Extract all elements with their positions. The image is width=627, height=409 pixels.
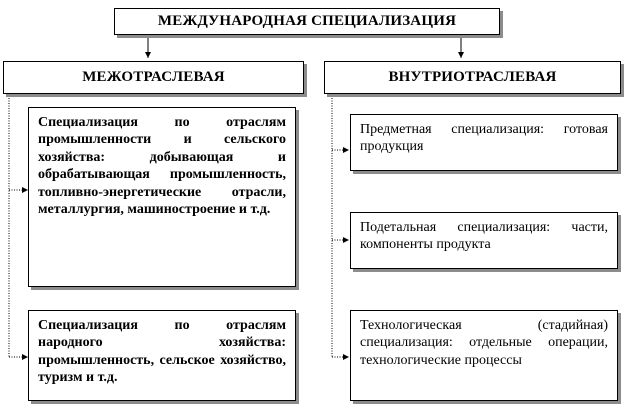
right-category-title: ВНУТРИОТРАСЛЕВАЯ: [388, 69, 557, 85]
top-title: МЕЖДУНАРОДНАЯ СПЕЦИАЛИЗАЦИЯ: [157, 13, 457, 29]
right-item-1-text: Предметная специализация: готовая продукция: [360, 122, 608, 155]
right-item-2-text: Подетальная специализация: части, компоненты продукта: [360, 220, 608, 253]
left-item-1: [28, 107, 296, 287]
left-category-box: [3, 61, 304, 94]
left-item-2: [28, 310, 296, 401]
left-item-1-text: Специализация по отраслям промышленности и сельского хозяйства: добывающая и обрабатывающая промышленность, топливно-энергетические отрасли, металлургия, машиностроение и т.д.: [38, 115, 286, 218]
right-item-2: [350, 212, 618, 269]
right-category-box: [324, 61, 621, 94]
right-item-1: [350, 114, 618, 171]
right-item-3: [350, 310, 618, 401]
left-category-title: МЕЖОТРАСЛЕВАЯ: [82, 69, 225, 85]
right-item-3-text: Технологическая (стадийная) специализация: отдельные операции, технологические процессы: [360, 318, 608, 368]
left-item-2-text: Специализация по отраслям народного хозяйства: промышленность, сельское хозяйство, туризм и т.д.: [38, 318, 286, 386]
top-box: [114, 8, 500, 35]
